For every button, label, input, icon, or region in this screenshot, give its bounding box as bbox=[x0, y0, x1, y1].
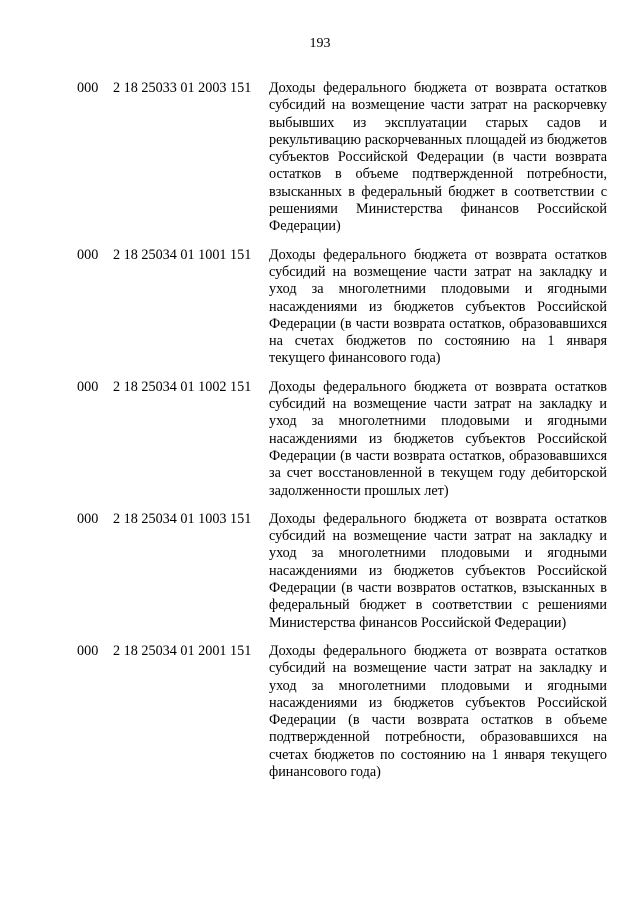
admin-code-cell: 000 bbox=[77, 246, 99, 263]
admin-code-cell: 000 bbox=[77, 80, 99, 96]
description-cell: Доходы федерального бюджета от возврата остатков субсидий на возмещение части затрат на закладку и уход за многолетними плодовыми и ягодными насаждениями из бюджетов субъектов Российской Федерации (в части возвратов остатков, взысканных в федеральный бюджет в соответствии с решениями Министерства финансов Российской Федерации) bbox=[269, 510, 607, 631]
table-row bbox=[77, 379, 607, 500]
description-cell: Доходы федерального бюджета от возврата остатков субсидий на возмещение части затрат на закладку и уход за многолетними плодовыми и ягодными насаждениями из бюджетов субъектов Российской Федерации (в части возврата остатков, образовавшихся за счет восстановленной в текущем году дебиторской задолженности прошлых лет) bbox=[269, 378, 607, 499]
table-row bbox=[77, 511, 607, 632]
description-cell: Доходы федерального бюджета от возврата остатков субсидий на возмещение части затрат на закладку и уход за многолетними плодовыми и ягодными насаждениями из бюджетов субъектов Российской Федерации (в части возврата остатков, образовавшихся на счетах бюджетов по состоянию на 1 января текущего финансового года) bbox=[269, 246, 607, 367]
admin-code-cell: 000 bbox=[77, 642, 99, 659]
classification-code-cell: 2 18 25034 01 2001 151 bbox=[113, 642, 252, 659]
description-cell: Доходы федерального бюджета от возврата остатков субсидий на возмещение части затрат на раскорчевку выбывших из эксплуатации старых садов и рекультивацию раскорчеванных площадей из бюджетов субъектов Российской Федерации (в части возврата остатков в объеме подтвержденной потребности, взысканных в федеральный бюджет в соответствии с решениями Министерства финансов Российской Федерации) bbox=[269, 80, 607, 235]
table-row bbox=[77, 643, 607, 781]
classification-code-cell: 2 18 25033 01 2003 151 bbox=[113, 80, 252, 96]
classification-code-cell: 2 18 25034 01 1003 151 bbox=[113, 510, 252, 527]
table-row bbox=[77, 80, 607, 236]
admin-code-cell: 000 bbox=[77, 378, 99, 395]
page-number: 193 bbox=[309, 36, 331, 51]
table-row bbox=[77, 247, 607, 368]
classification-code-cell: 2 18 25034 01 1002 151 bbox=[113, 378, 252, 395]
description-cell: Доходы федерального бюджета от возврата остатков субсидий на возмещение части затрат на закладку и уход за многолетними плодовыми и ягодными насаждениями из бюджетов субъектов Российской Федерации (в части возврата остатков в объеме подтвержденной потребности, образовавшихся на счетах бюджетов по состоянию на 1 января текущего финансового года) bbox=[269, 642, 607, 780]
budget-classification-table bbox=[77, 80, 607, 792]
admin-code-cell: 000 bbox=[77, 510, 99, 527]
classification-code-cell: 2 18 25034 01 1001 151 bbox=[113, 246, 252, 263]
